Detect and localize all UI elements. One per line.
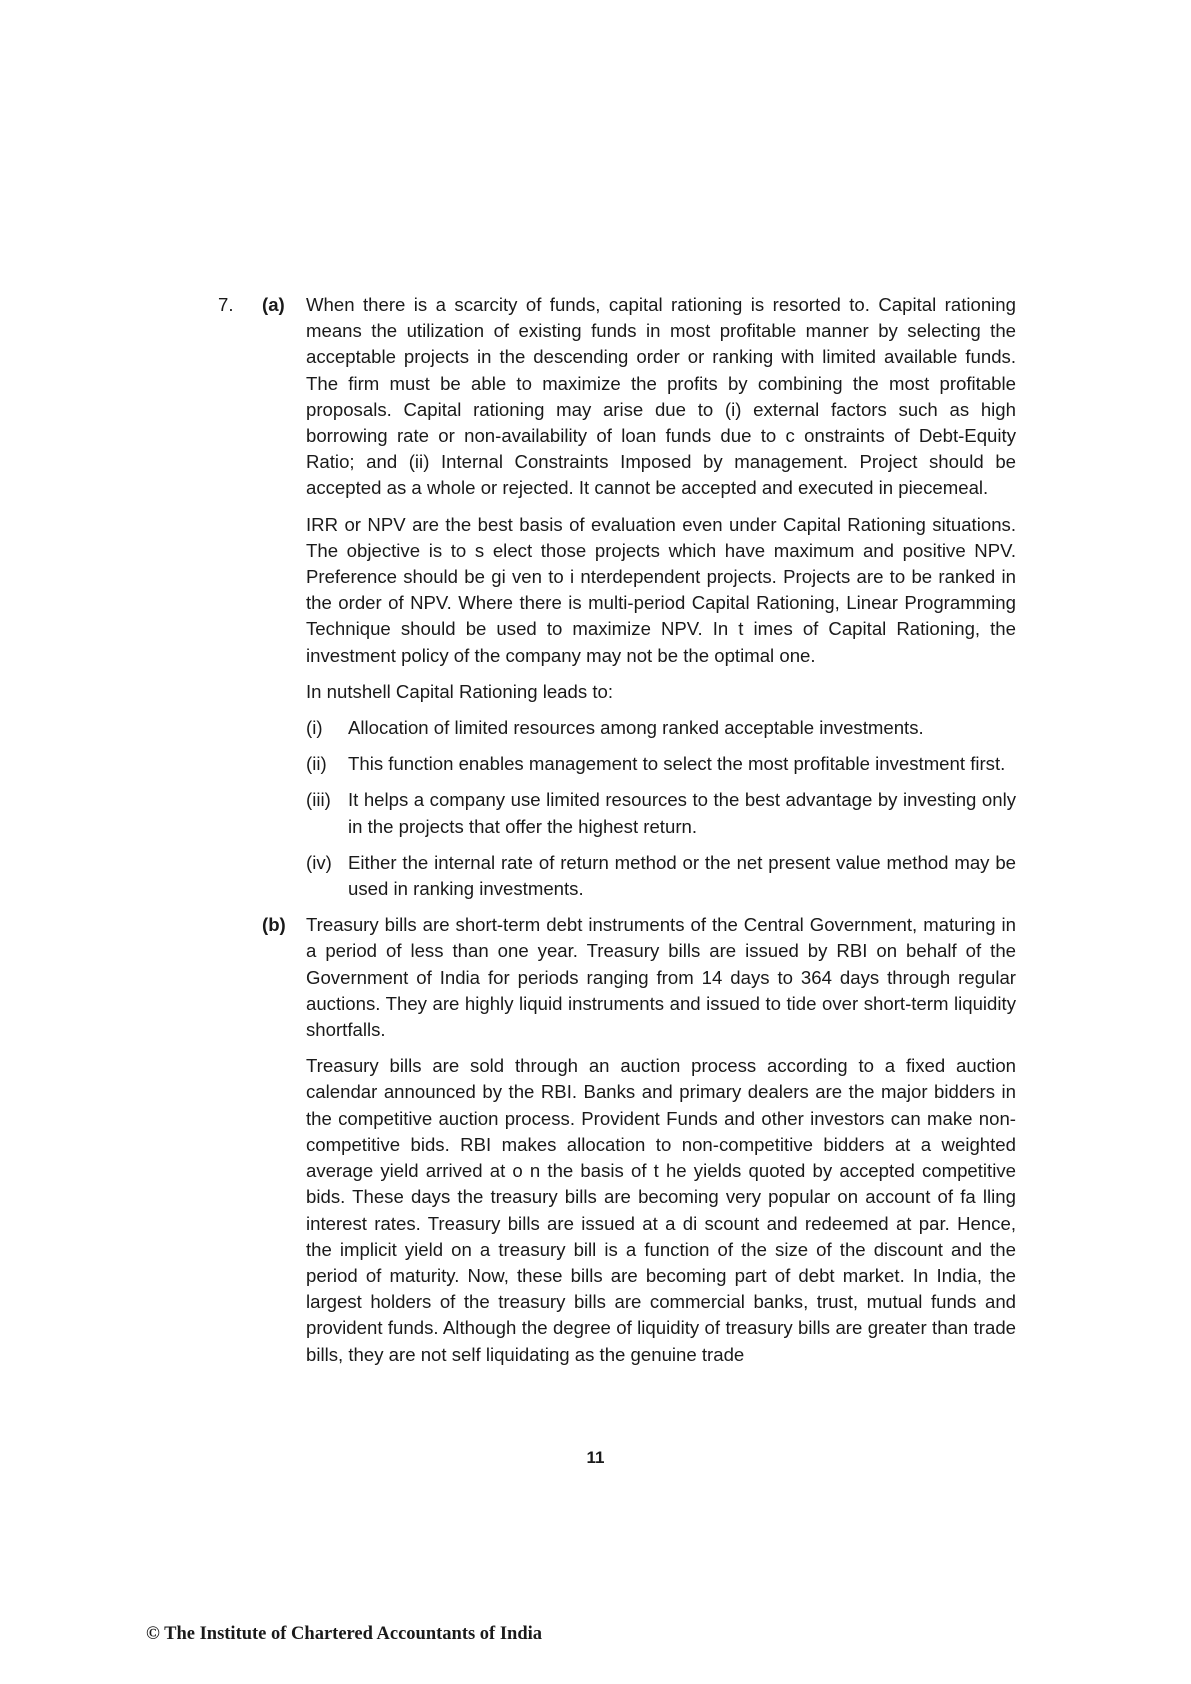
list-item-text: It helps a company use limited resources to the best advantage by investing only in the projects that offer the highest return. [348, 789, 1016, 837]
question-7 [210, 292, 1016, 1368]
part-a-paragraph-1: When there is a scarcity of funds, capital rationing is resorted to. Capital rationing means the utilization of existing funds in most profitable manner by selecting the acceptable projects in the descending order or ranking with limited available funds. The firm must be able to maximize the profits by combining the most profitable proposals. Capital rationing may arise due to (i) external factors such as high borrowing rate or non-availability of loan funds due to c onstraints of Debt-Equity Ratio; and (ii) Internal Constraints Imposed by management. Project should be accepted as a whole or rejected. It cannot be accepted and executed in piecemeal. [306, 294, 1016, 499]
part-b-label: (b) [262, 914, 286, 936]
answer-content [210, 292, 1016, 1378]
list-item-number: (iv) [306, 851, 332, 873]
part-b-paragraph-1: Treasury bills are short-term debt instruments of the Central Government, maturing in a period of less than one year. Treasury bills are issued by RBI on behalf of the Government of India for periods ranging from 14 days to 364 days through regular auctions. They are highly liquid instruments and issued to tide over short-term liquidity shortfalls. [306, 914, 1016, 1041]
question-number: 7. [218, 294, 234, 315]
part-a [210, 292, 1016, 902]
capital-rationing-list [306, 715, 1016, 902]
list-item [306, 715, 1016, 741]
list-item-text: Either the internal rate of return method or the net present value method may be used in ranking investments. [348, 851, 1016, 900]
copyright-footer: © The Institute of Chartered Accountants of India [146, 1624, 543, 1644]
page-number: 11 [586, 1448, 605, 1467]
list-item-number: (ii) [306, 753, 327, 775]
list-item [306, 850, 1016, 902]
list-item [306, 787, 1016, 839]
part-a-paragraph-2: IRR or NPV are the best basis of evaluation even under Capital Rationing situations. The objective is to s elect those projects which have maximum and positive NPV. Preference should be gi ven to i nterdependent projects. Projects are to be ranked in the order of NPV. Where there is multi-period Capital Rationing, Linear Programming Technique should be used to maximize NPV. In t imes of Capital Rationing, the investment policy of the company may not be the optimal one. [306, 513, 1016, 666]
list-item-text: Allocation of limited resources among ranked acceptable investments. [348, 717, 924, 739]
list-item-number: (iii) [306, 789, 331, 811]
part-b-paragraph-2: Treasury bills are sold through an auction process according to a fixed auction calendar announced by the RBI. Banks and primary dealers are the major bidders in the competitive auction process. Provident Funds and other investors can make non-competitive bids. RBI makes allocation to non-competitive bidders at a weighted average yield arrived at o n the basis of t he yields quoted by accepted competitive bids. These days the treasury bills are becoming very popular on account of fa lling interest rates. Treasury bills are issued at a di scount and redeemed at par. Hence, the implicit yield on a treasury bill is a function of the size of the discount and the period of maturity. Now, these bills are becoming part of debt market. In India, the largest holders of the treasury bills are commercial banks, trust, mutual funds and provident funds. Although the degree of liquidity of treasury bills are greater than trade bills, they are not self liquidating as the genuine trade [306, 1055, 1016, 1365]
part-b [210, 912, 1016, 1367]
list-item-text: This function enables management to select the most profitable investment first. [348, 753, 1006, 775]
list-item [306, 751, 1016, 777]
part-a-label: (a) [262, 294, 285, 315]
list-item-number: (i) [306, 717, 323, 739]
part-a-paragraph-3: In nutshell Capital Rationing leads to: [306, 680, 613, 702]
